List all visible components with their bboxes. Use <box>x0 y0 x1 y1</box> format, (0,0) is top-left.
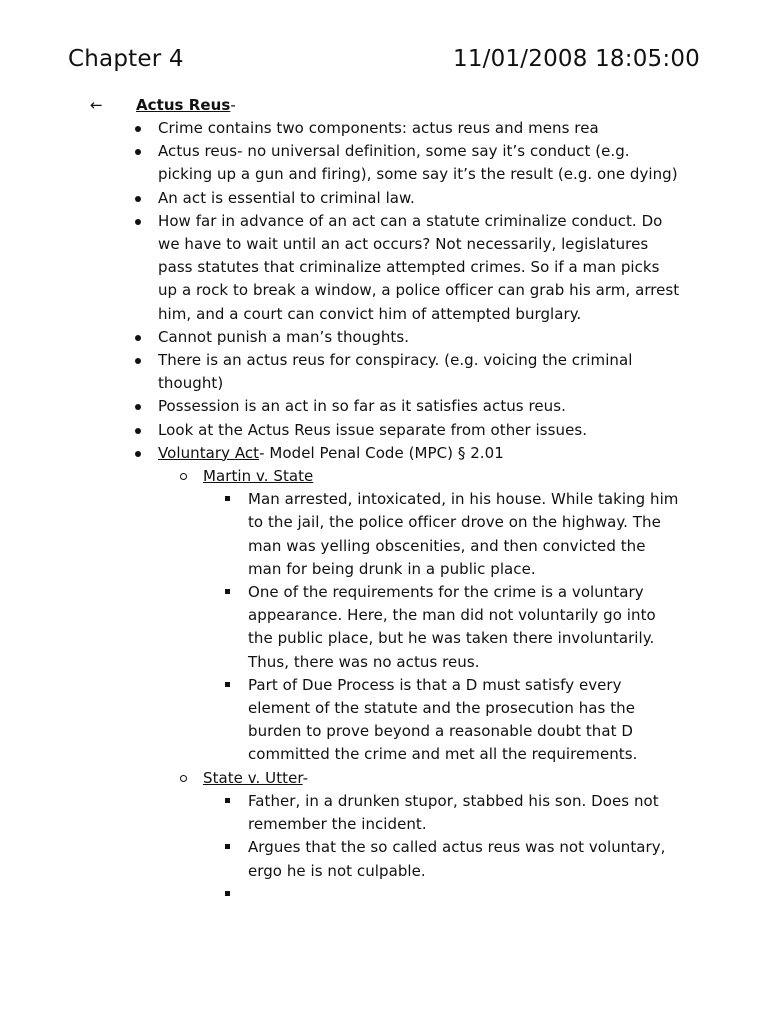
list-item <box>135 395 680 418</box>
square-bullet-icon <box>225 891 230 896</box>
case-name: Martin v. State <box>203 467 314 486</box>
case-point <box>225 836 680 882</box>
hollow-bullet-icon <box>180 775 187 782</box>
chapter-title: Chapter 4 <box>68 46 184 72</box>
square-bullet-icon <box>225 496 230 501</box>
case-point <box>225 488 680 581</box>
voluntary-act-rest: - Model Penal Code (MPC) § 2.01 <box>259 443 504 462</box>
list-item-text: Actus reus- no universal definition, some say it’s conduct (e.g. picking up a gun and firing), some say it’s the result (e.g. one dying) <box>158 142 678 184</box>
section-title-text: Actus Reus <box>136 96 231 114</box>
case-point-text: Man arrested, intoxicated, in his house. While taking him to the jail, the police officer drove on the highway. The man was yelling obscenities, and then convicted the man for being drunk in a public place. <box>248 490 679 578</box>
section-title-suffix: - <box>230 96 236 114</box>
bullet-icon <box>135 219 141 225</box>
square-bullet-icon <box>225 844 230 849</box>
hollow-bullet-icon <box>180 473 187 480</box>
case-name: State v. Utter <box>203 768 303 787</box>
list-item <box>135 140 680 186</box>
list-item-text: How far in advance of an act can a statute criminalize conduct. Do we have to wait until an act occurs? Not necessarily, legislatures pass statutes that criminalize attempted crimes. So if a man picks up a rock to break a window, a police officer can grab his arm, arrest him, and a court can convict him of attempted burglary. <box>158 211 680 323</box>
case-point <box>225 790 680 836</box>
list-item-text: Cannot punish a man’s thoughts. <box>158 327 410 346</box>
timestamp: 11/01/2008 18:05:00 <box>453 46 700 72</box>
case-point <box>225 674 680 767</box>
list-item <box>135 117 680 140</box>
left-arrow-icon: ← <box>90 96 103 114</box>
case-point-text: Argues that the so called actus reus was not voluntary, ergo he is not culpable. <box>248 838 666 880</box>
list-item <box>135 187 680 210</box>
list-item <box>135 349 680 395</box>
bullet-icon <box>135 149 141 155</box>
list-item-text: Crime contains two components: actus reus and mens rea <box>158 119 599 137</box>
square-bullet-icon <box>225 798 230 803</box>
case-item-martin <box>180 465 680 767</box>
case-point <box>225 883 680 906</box>
case-point-text: Part of Due Process is that a D must satisfy every element of the statute and the prosecution has the burden to prove beyond a reasonable doubt that D committed the crime and met all the requirements. <box>248 675 638 764</box>
bullet-icon <box>135 428 141 434</box>
notes-list <box>135 117 680 906</box>
bullet-icon <box>135 451 141 457</box>
list-item-text: Possession is an act in so far as it satisfies actus reus. <box>158 397 566 416</box>
bullet-icon <box>135 404 141 410</box>
voluntary-act-item <box>135 442 680 906</box>
list-item-text: An act is essential to criminal law. <box>158 188 415 207</box>
case-points <box>225 488 680 766</box>
voluntary-act-label: Voluntary Act <box>158 443 260 462</box>
list-item-text: There is an actus reus for conspiracy. (e.g. voicing the criminal thought) <box>158 351 633 393</box>
section-title <box>136 94 236 117</box>
bullet-icon <box>135 358 141 364</box>
case-name-suffix: - <box>302 768 309 787</box>
list-item-text: Look at the Actus Reus issue separate from other issues. <box>158 420 588 439</box>
case-point <box>225 581 680 674</box>
case-item-utter <box>180 767 680 906</box>
list-item <box>135 210 680 326</box>
square-bullet-icon <box>225 589 230 594</box>
bullet-icon <box>135 196 141 202</box>
case-list <box>180 465 680 906</box>
bullet-icon <box>135 335 141 341</box>
bullet-icon <box>135 126 141 132</box>
case-point-text: Father, in a drunken stupor, stabbed his son. Does not remember the incident. <box>248 791 659 834</box>
case-point-text: One of the requirements for the crime is a voluntary appearance. Here, the man did not voluntarily go into the public place, but he was taken there involuntarily. Thus, there was no actus reus. <box>248 583 656 671</box>
case-points <box>225 790 680 906</box>
list-item <box>135 326 680 349</box>
list-item <box>135 419 680 442</box>
square-bullet-icon <box>225 682 230 687</box>
